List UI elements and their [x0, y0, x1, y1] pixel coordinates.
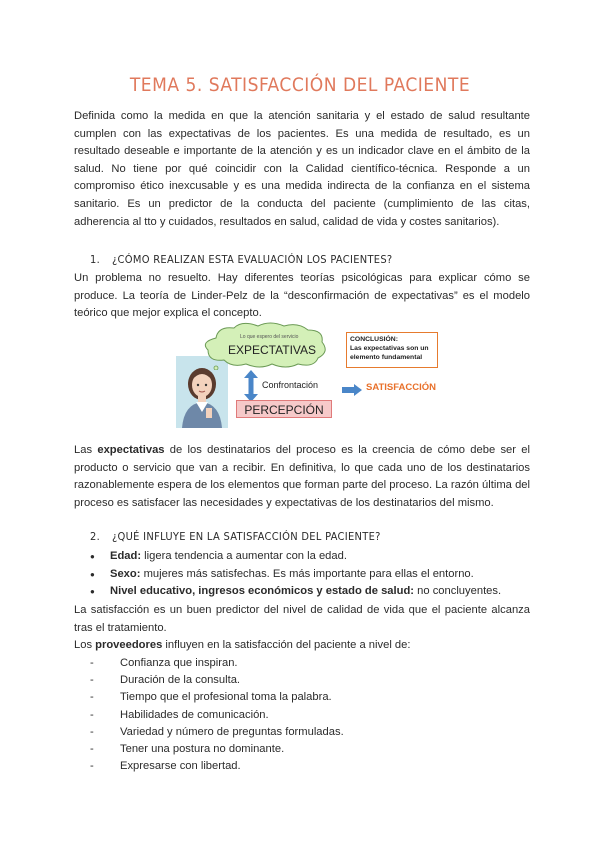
conclusion-box: [346, 332, 438, 368]
factor-label: Sexo:: [110, 567, 141, 580]
providers-paragraph: [74, 637, 530, 655]
list-item: - Confianza que inspiran.: [90, 655, 530, 672]
list-item: [90, 566, 530, 584]
expectations-pre: Las: [74, 444, 98, 456]
double-arrow-icon: [244, 370, 258, 402]
section-1-title: ¿CÓMO REALIZAN ESTA EVALUACIÓN LOS PACIENTES?: [112, 253, 393, 266]
list-item: - Tiempo que el profesional toma la palabra.: [90, 689, 530, 706]
factor-label: Edad:: [110, 550, 142, 562]
section-2-title: ¿QUÉ INFLUYE EN LA SATISFACCIÓN DEL PACIENTE?: [112, 530, 381, 543]
page-title: TEMA 5. SATISFACCIÓN DEL PACIENTE: [129, 74, 471, 96]
factor-text: no concluyentes.: [414, 585, 502, 598]
intro-paragraph: Definida como la medida en que la atención sanitaria y el estado de salud resultante cumplen con las expectativas de los pacientes. Es una medida de resultado, es un resultado deseable e importante de la atención y es un indicador clave en el ámbito de la salud. No tiene por qué coincidir con la Calidad científico-técnica. Responde a un compromiso ético inexcusable y es una medida indirecta de la confianza en el sistema sanitario. Es un predictor de la conducta del paciente (cumplimiento de las citas, adherencia al tto y cuidados, resultados en salud, calidad de vida y costes sanitarios).: [74, 110, 530, 228]
list-item: - Habilidades de comunicación.: [90, 707, 530, 724]
cloud-caption: Lo que espero del servicio: [240, 334, 299, 340]
expectations-cloud: [198, 322, 330, 370]
expectations-post: de los destinatarios del proceso es la creencia de cómo debe ser el producto o servicio que van a recibir. En definitiva, lo que cada uno de los destinatarios razonablemente espera de los elementos que forman parte del proceso. La razón última del proceso es satisfacer las necesidades y expectativas de los destinatarios del mismo.: [74, 444, 531, 509]
summary-paragraph: La satisfacción es un buen predictor del nivel de calidad de vida que el paciente alcanza tras el tratamiento.: [74, 604, 530, 634]
right-arrow-icon: [342, 384, 362, 396]
conclusion-text: Las expectativas son un elemento fundamental: [350, 345, 429, 361]
providers-pre: Los: [74, 639, 96, 651]
section-1-text: Un problema no resuelto. Hay diferentes teorías psicológicas para explicar cómo se produce. La teoría de Linder-Pelz de la “desconfirmación de expectativas” es el modelo teórico que mejor explica el concepto.: [74, 272, 530, 320]
expectations-paragraph: [74, 442, 530, 512]
confrontation-label: Confrontación: [262, 380, 319, 390]
expectations-label: EXPECTATIVAS: [228, 343, 317, 357]
section-1-number: 1.: [90, 253, 101, 266]
list-item: [90, 583, 530, 601]
factor-text: ligera tendencia a aumentar con la edad.: [141, 550, 347, 562]
list-item: - Duración de la consulta.: [90, 672, 530, 689]
satisfaction-label: SATISFACCIÓN: [366, 382, 437, 393]
expectations-term: expectativas: [97, 444, 165, 456]
list-item: [90, 548, 530, 566]
providers-list: [90, 655, 530, 775]
section-2-heading: [90, 530, 381, 543]
factors-list: [90, 548, 530, 601]
list-item: - Variedad y número de preguntas formuladas.: [90, 724, 530, 741]
perception-box: PERCEPCIÓN: [236, 400, 332, 418]
factor-text: mujeres más satisfechas. Es más importante para ellas el entorno.: [140, 567, 474, 580]
providers-term: proveedores: [95, 639, 163, 651]
list-item: - Expresarse con libertad.: [90, 758, 530, 775]
list-item: - Tener una postura no dominante.: [90, 741, 530, 758]
section-2-number: 2.: [90, 530, 101, 543]
factor-label: Nivel educativo, ingresos económicos y estado de salud:: [110, 585, 415, 598]
expectations-diagram: [176, 322, 440, 430]
conclusion-title: CONCLUSIÓN:: [350, 336, 398, 343]
section-1-heading: [90, 253, 392, 266]
providers-post: influyen en la satisfacción del paciente a nivel de:: [162, 639, 411, 651]
